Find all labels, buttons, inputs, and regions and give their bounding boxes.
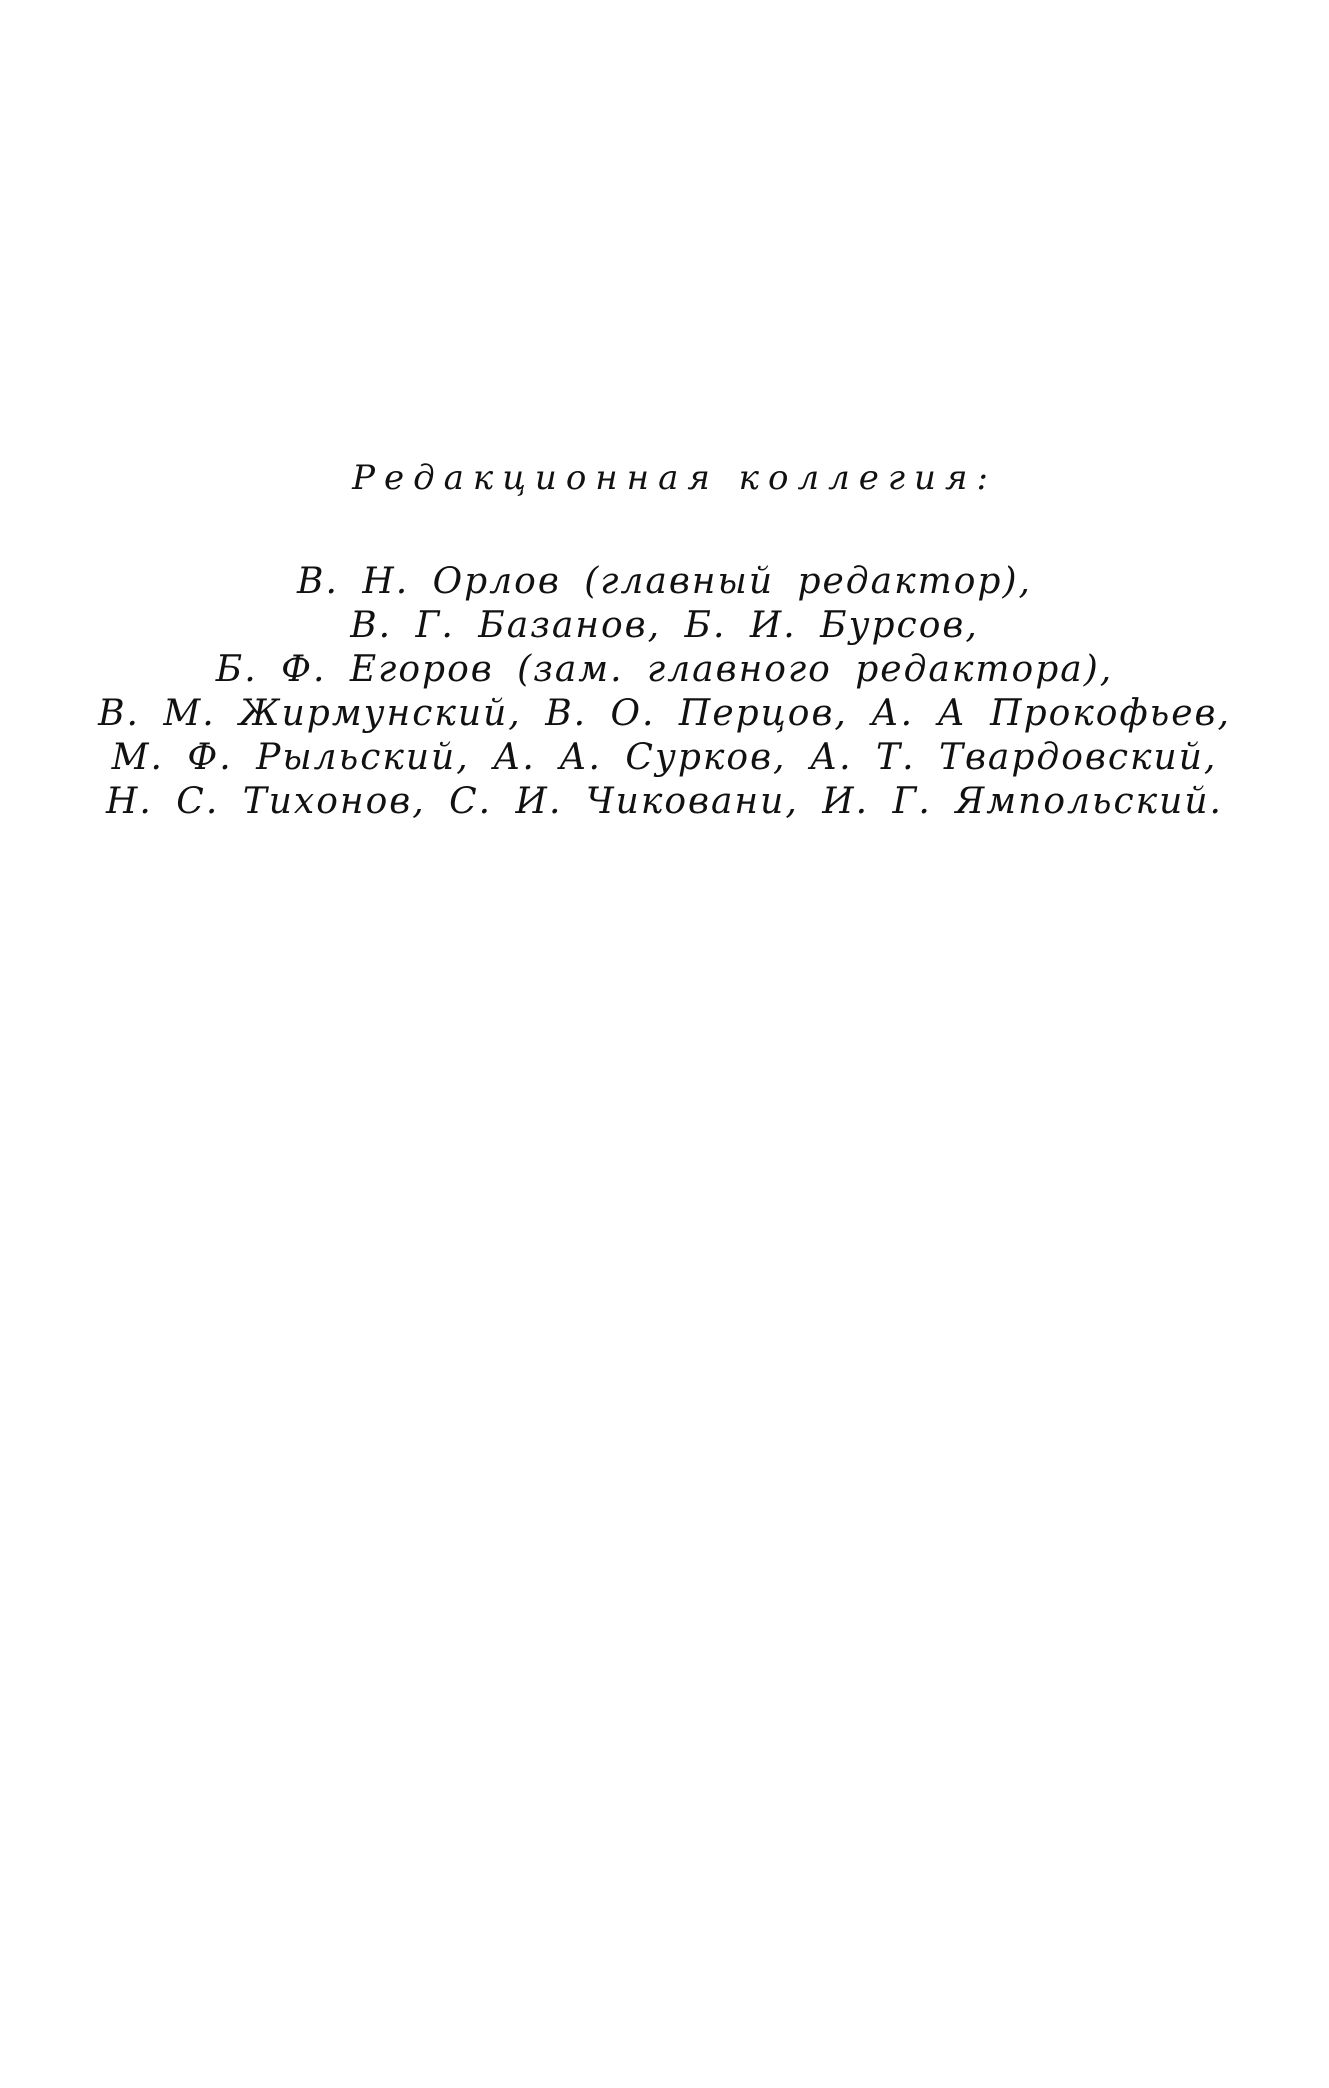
members-line-4: В. М. Жирмунский, В. О. Перцов, А. А Прокофьев, <box>98 693 1231 734</box>
members-line-1: В. Н. Орлов (главный редактор), <box>297 561 1032 602</box>
members-line-5: М. Ф. Рыльский, А. А. Сурков, А. Т. Твардовский, <box>111 737 1218 778</box>
editorial-board-members <box>0 560 1329 824</box>
members-line-2: В. Г. Базанов, Б. И. Бурсов, <box>350 605 979 646</box>
editorial-board-heading: Редакционная коллегия: <box>352 458 997 498</box>
editorial-board-block <box>0 458 1329 824</box>
members-line-6: Н. С. Тихонов, С. И. Чиковани, И. Г. Ямпольский. <box>106 781 1223 822</box>
members-line-3: Б. Ф. Егоров (зам. главного редактора), <box>215 649 1114 690</box>
